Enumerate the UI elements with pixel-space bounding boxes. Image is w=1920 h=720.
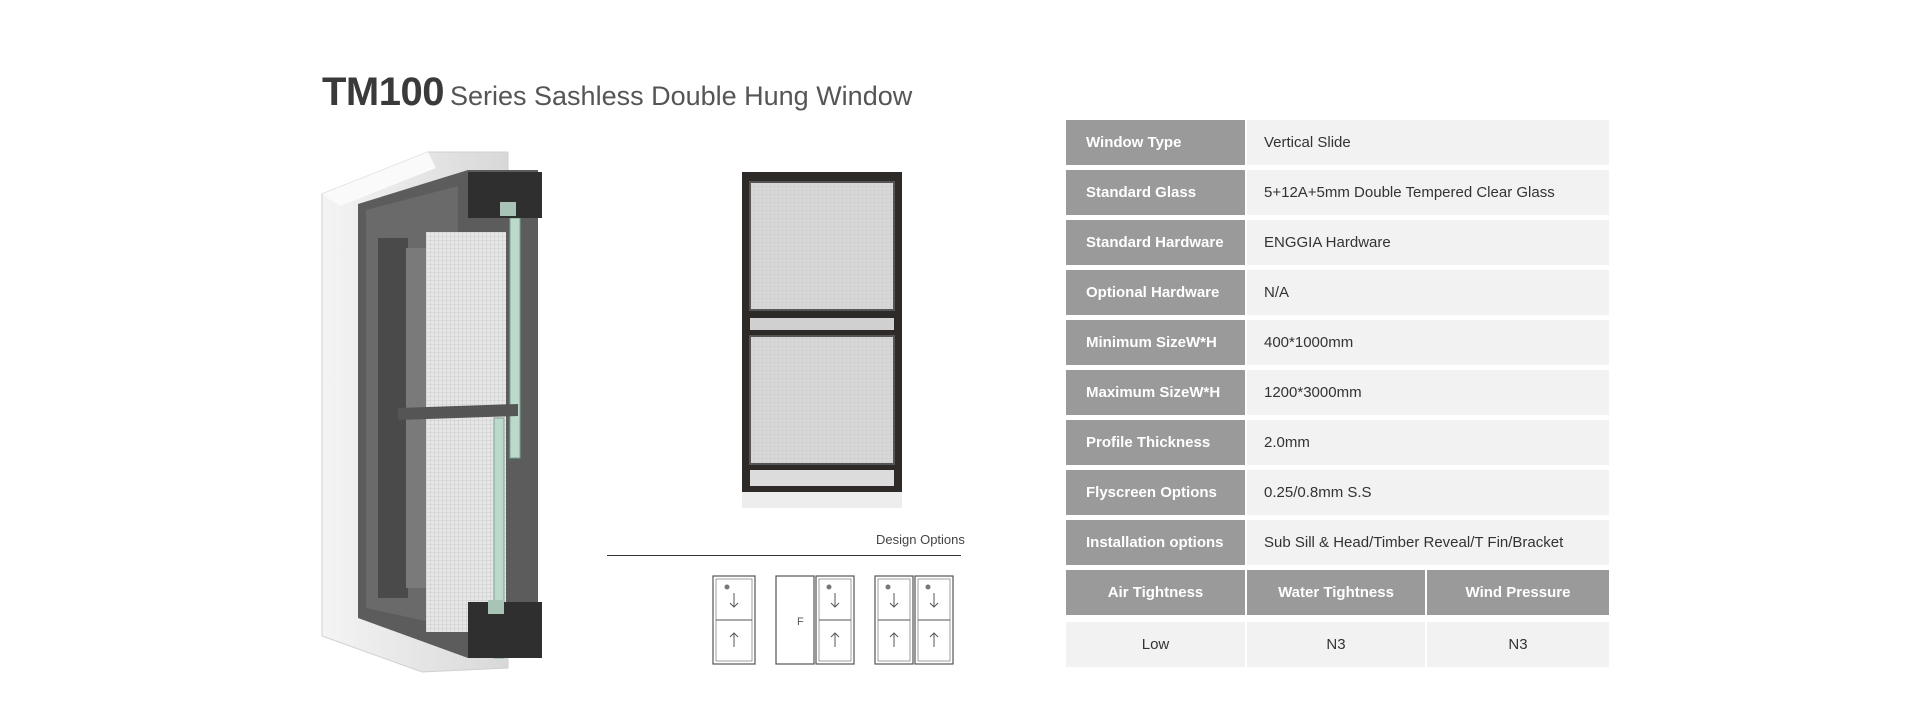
spec-value: 5+12A+5mm Double Tempered Clear Glass [1247,170,1609,215]
spec-value: 2.0mm [1247,420,1609,465]
spec-key: Standard Hardware [1066,220,1245,265]
spec-row-window-type [1066,120,1609,165]
perf-header-wind: Wind Pressure [1427,570,1609,615]
series-title: Series Sashless Double Hung Window [450,81,913,111]
fixed-pane-label: F [797,616,804,628]
perf-value-wind: N3 [1427,622,1609,667]
design-options-label: Design Options [876,532,965,547]
spec-row-standard-glass [1066,170,1609,215]
window-profile-image [318,148,548,676]
spec-row-maximum-size [1066,370,1609,415]
perf-header-water: Water Tightness [1247,570,1425,615]
spec-key: Maximum SizeW*H [1066,370,1245,415]
spec-value: Vertical Slide [1247,120,1609,165]
spec-key: Standard Glass [1066,170,1245,215]
spec-key: Minimum SizeW*H [1066,320,1245,365]
spec-key: Installation options [1066,520,1245,565]
design-option-fixed-hung [775,575,855,665]
spec-key: Profile Thickness [1066,420,1245,465]
spec-value: Sub Sill & Head/Timber Reveal/T Fin/Bracket [1247,520,1609,565]
spec-value: 0.25/0.8mm S.S [1247,470,1609,515]
perf-value-water: N3 [1247,622,1425,667]
perf-value-air: Low [1066,622,1245,667]
spec-row-flyscreen-options [1066,470,1609,515]
design-options-divider [607,555,961,556]
spec-key: Flyscreen Options [1066,470,1245,515]
spec-value: 400*1000mm [1247,320,1609,365]
model-name: TM100 [322,70,444,114]
perf-header-air: Air Tightness [1066,570,1245,615]
window-front-image [738,170,918,520]
performance-value-row [1066,622,1609,667]
page-title [322,70,912,115]
design-option-double [874,575,954,665]
spec-value: 1200*3000mm [1247,370,1609,415]
spec-row-standard-hardware [1066,220,1609,265]
spec-row-profile-thickness [1066,420,1609,465]
spec-key: Optional Hardware [1066,270,1245,315]
spec-key: Window Type [1066,120,1245,165]
spec-value: ENGGIA Hardware [1247,220,1609,265]
design-option-single [712,575,756,665]
spec-table [1066,120,1609,674]
spec-row-optional-hardware [1066,270,1609,315]
spec-row-installation-options [1066,520,1609,565]
spec-row-minimum-size [1066,320,1609,365]
spec-value: N/A [1247,270,1609,315]
performance-header-row [1066,570,1609,615]
